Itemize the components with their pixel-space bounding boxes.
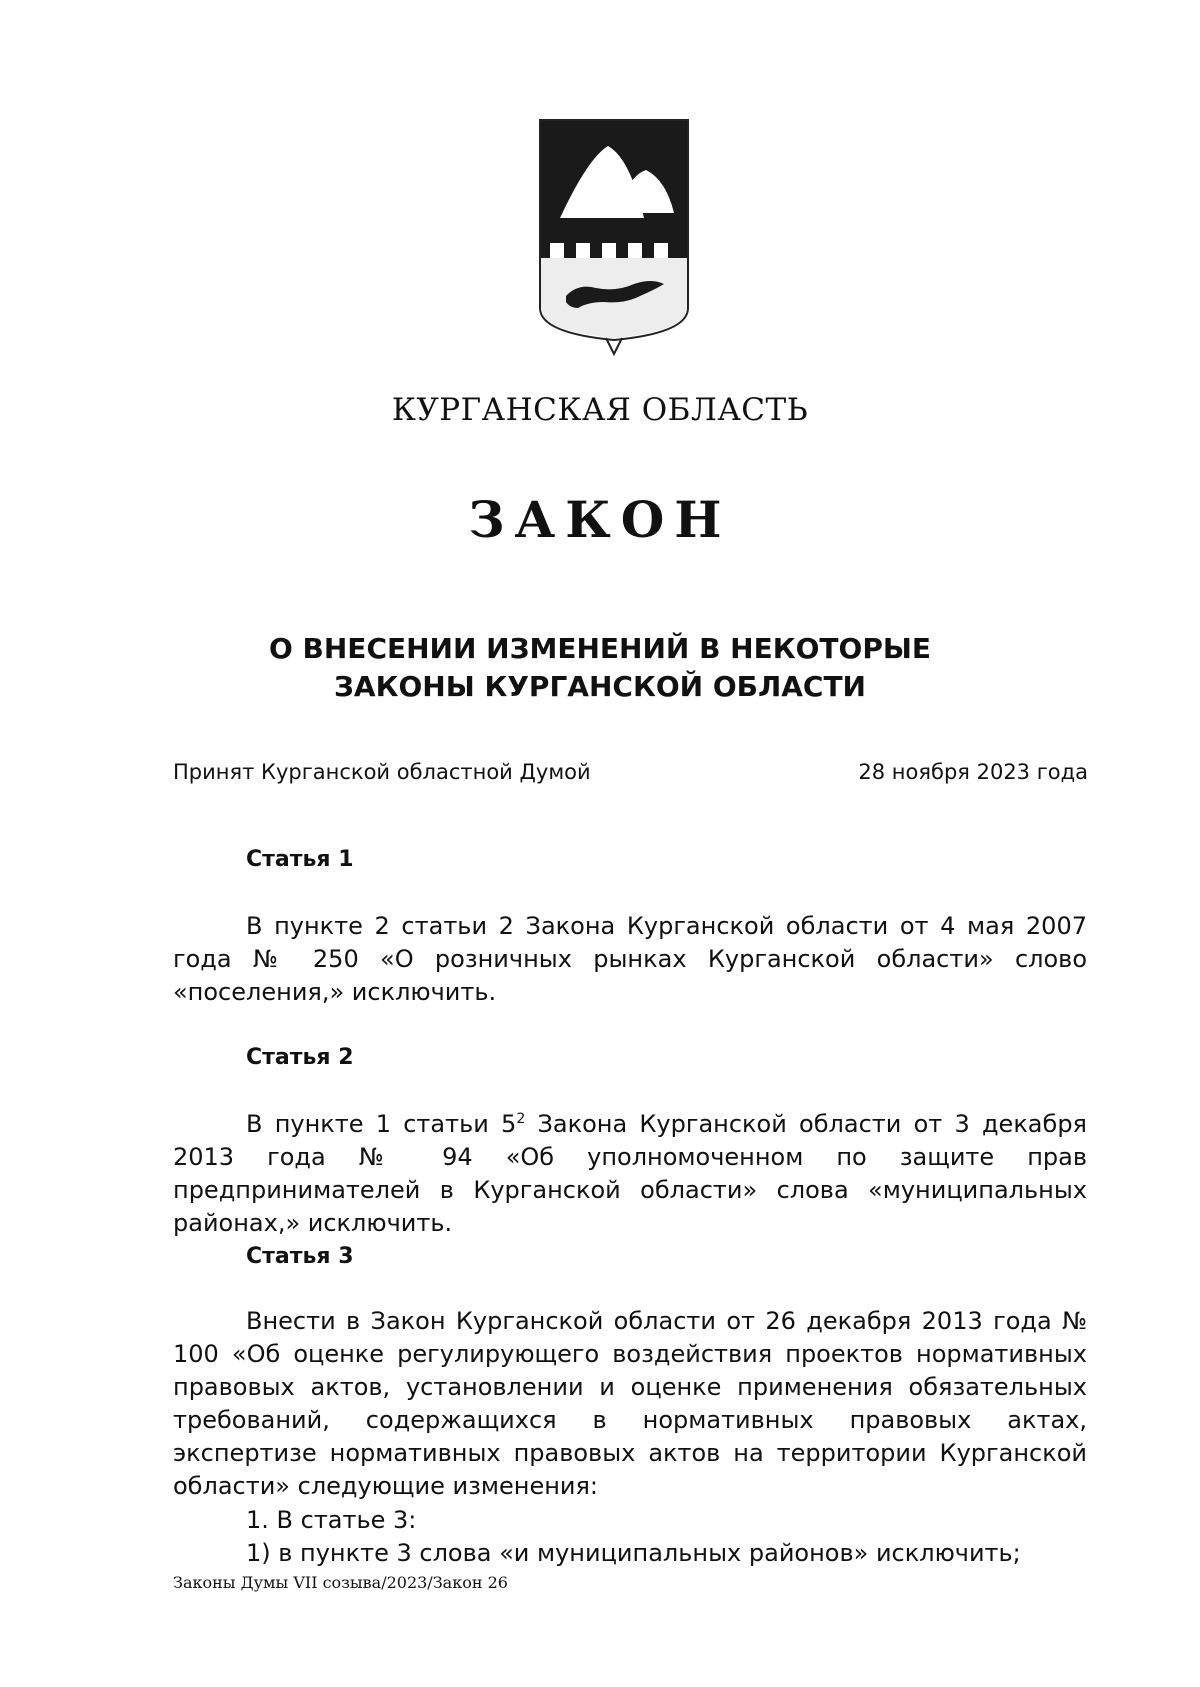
article-1-heading: Статья 1 — [246, 847, 354, 872]
coat-of-arms-emblem — [538, 118, 690, 358]
article-2-superscript: 2 — [516, 1111, 526, 1127]
article-2-text — [173, 1108, 1087, 1240]
document-footer: Законы Думы VII созыва/2023/Закон 26 — [173, 1573, 508, 1592]
adopted-by: Принят Курганской областной Думой — [173, 760, 591, 784]
article-3-item-2: 1) в пункте 3 слова «и муниципальных районов» исключить; — [246, 1539, 1021, 1567]
article-1-text: В пункте 2 статьи 2 Закона Курганской области от 4 мая 2007 года № 250 «О розничных рынках Курганской области» слово «поселения,» исключить. — [173, 912, 1087, 1006]
law-subject — [0, 630, 1200, 706]
document-type-title: ЗАКОН — [468, 490, 732, 549]
article-2-text-start: В пункте 1 статьи 5 — [246, 1110, 517, 1138]
region-name: КУРГАНСКАЯ ОБЛАСТЬ — [391, 392, 809, 428]
article-3-item-1: 1. В статье 3: — [246, 1506, 417, 1534]
article-2-heading: Статья 2 — [246, 1045, 354, 1070]
article-2-text-end: Закона Курганской области от 3 декабря 2013 года № 94 «Об уполномоченном по защите прав предпринимателей в Курганской области» слова «муниципальных районах,» исключить. — [173, 1110, 1087, 1237]
article-3-heading: Статья 3 — [246, 1244, 354, 1269]
law-subject-line-2: ЗАКОНЫ КУРГАНСКОЙ ОБЛАСТИ — [334, 670, 866, 703]
law-subject-line-1: О ВНЕСЕНИИ ИЗМЕНЕНИЙ В НЕКОТОРЫЕ — [268, 632, 931, 665]
adoption-date: 28 ноября 2023 года — [858, 760, 1088, 784]
article-3-text: Внести в Закон Курганской области от 26 декабря 2013 года № 100 «Об оценке регулирующего воздействия проектов нормативных правовых актов, установлении и оценке применения обязательных требований, содержащихся в нормативных правовых актах, экспертизе нормативных правовых актов на территории Курганской области» следующие изменения: — [173, 1307, 1087, 1500]
adoption-line — [173, 760, 1088, 784]
